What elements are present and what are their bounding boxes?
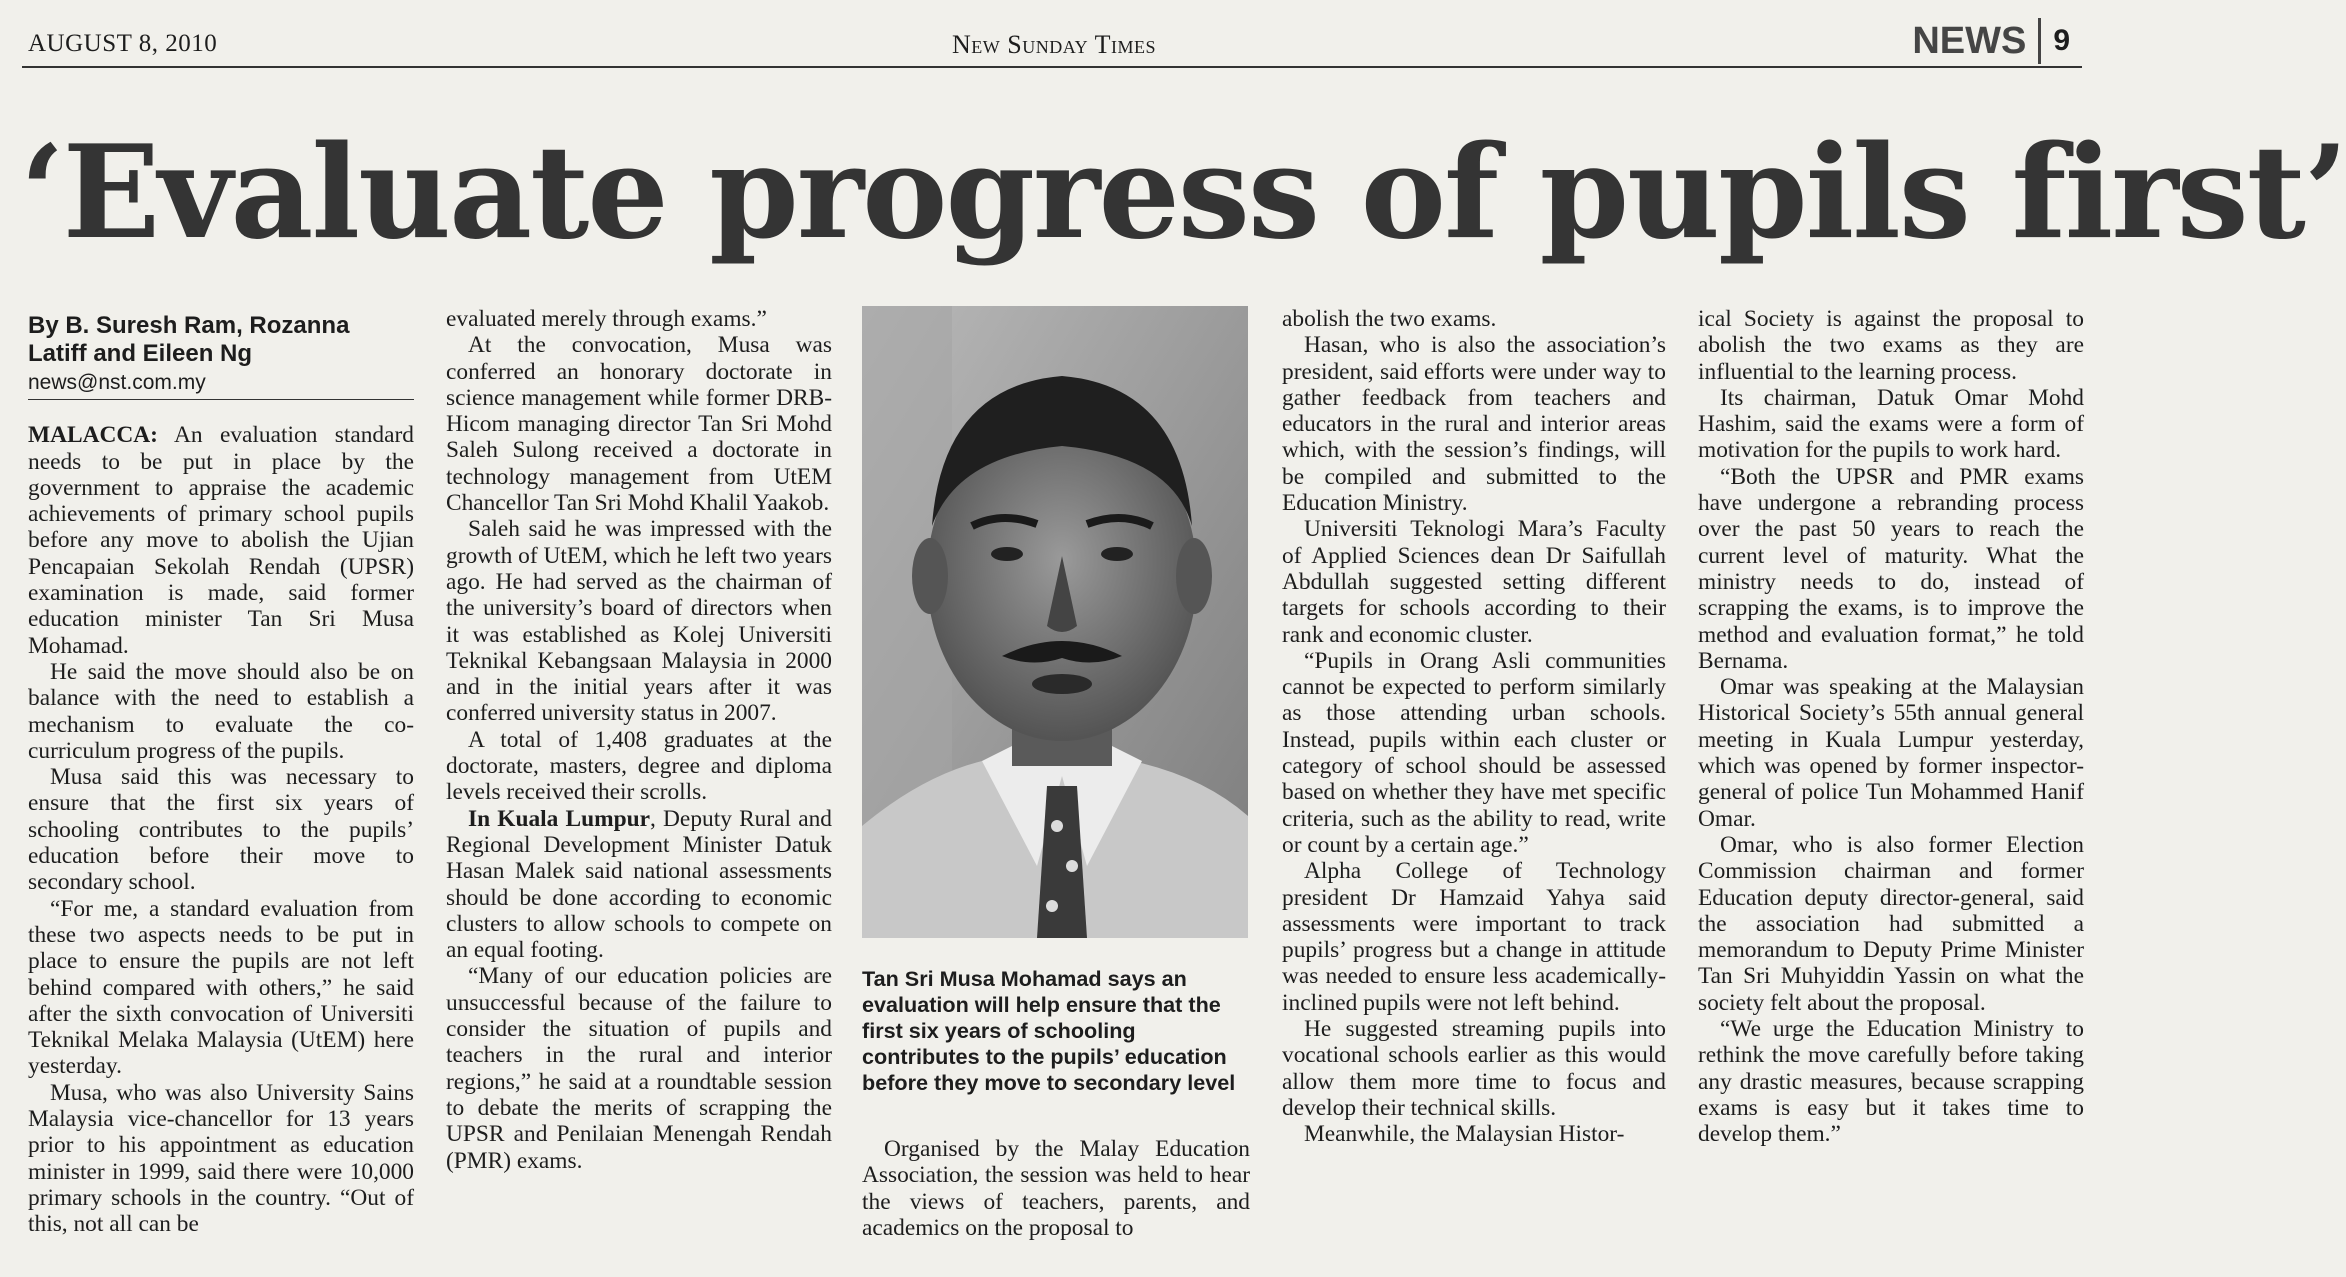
page-number: 9 bbox=[2053, 24, 2070, 57]
paragraph-text: Universiti Teknologi Mara’s Faculty of Applied Sciences dean Dr Saifullah Abdullah suggested setting different targets for schools according to their rank and economic cluster. bbox=[1282, 516, 1666, 648]
paragraph-text: Musa said this was necessary to ensure that the first six years of schooling contributes to the pupils’ education before their move to secondary school. bbox=[28, 764, 414, 896]
article-column-5 bbox=[1698, 306, 2084, 1148]
newspaper-name: New Sunday Times bbox=[952, 30, 1156, 59]
article-paragraph bbox=[1282, 1121, 1666, 1147]
paragraph-text: He suggested streaming pupils into vocational schools earlier as this would allow them more time to focus and develop their technical skills. bbox=[1282, 1016, 1666, 1121]
paragraph-text: Its chairman, Datuk Omar Mohd Hashim, said the exams were a form of motivation for the pupils to work hard. bbox=[1698, 384, 2084, 464]
section-tag bbox=[1900, 18, 2082, 64]
paragraph-text: abolish the two exams. bbox=[1282, 306, 1497, 332]
article-paragraph bbox=[446, 806, 832, 964]
article-paragraph bbox=[1282, 332, 1666, 516]
paragraph-text: At the convocation, Musa was conferred an honorary doctorate in science management while former DRB-Hicom managing director Tan Sri Mohd Saleh Sulong received a doctorate in technology management from UtEM Chancellor Tan Sri Mohd Khalil Yaakob. bbox=[446, 332, 832, 517]
article-paragraph bbox=[28, 764, 414, 895]
portrait-illustration bbox=[862, 306, 1248, 938]
paragraph-text: , Deputy Rural and Regional Development Minister Datuk Hasan Malek said national assessments should be done according to economic clusters to allow schools to compete on an equal footing. bbox=[446, 805, 832, 964]
paragraph-text: “Many of our education policies are unsuccessful because of the failure to consider the situation of pupils and teachers in the rural and interior regions,” he said at a roundtable session to debate the merits of scrapping the UPSR and Penilaian Menengah Rendah (PMR) exams. bbox=[446, 963, 832, 1174]
paragraph-lead: In Kuala Lumpur bbox=[468, 805, 651, 832]
paragraph-text: Saleh said he was impressed with the growth of UtEM, which he left two years ago. He had served as the chairman of the university’s board of directors when it was established as Kolej Universiti Teknikal Kebangsaan Malaysia in 2000 and in the initial years after it was conferred university status in 2007. bbox=[446, 516, 832, 727]
paragraph-text: ical Society is against the proposal to abolish the two exams as they are influential to the learning process. bbox=[1698, 306, 2084, 385]
article-paragraph bbox=[1282, 306, 1666, 332]
article-paragraph bbox=[1282, 648, 1666, 858]
article-paragraph bbox=[1698, 1016, 2084, 1147]
article-paragraph bbox=[1698, 306, 2084, 385]
article-column-4 bbox=[1282, 306, 1666, 1148]
masthead bbox=[22, 18, 2082, 68]
article-column-1 bbox=[28, 306, 414, 1238]
article-paragraph bbox=[1282, 858, 1666, 1016]
article-paragraph bbox=[1698, 385, 2084, 464]
article-paragraph bbox=[1698, 832, 2084, 1016]
paragraph-text: Musa, who was also University Sains Malaysia vice-chancellor for 13 years prior to his appointment as education minister in 1999, said there were 10,000 primary schools in the country. “Out of this, not all can be bbox=[28, 1079, 414, 1238]
article-paragraph bbox=[28, 422, 414, 659]
article-paragraph bbox=[446, 332, 832, 516]
article-paragraph bbox=[1282, 516, 1666, 647]
paragraph-text: “We urge the Education Ministry to rethink the move carefully before taking any drastic measures, because scrapping exams is easy but it takes time to develop them.” bbox=[1698, 1016, 2084, 1148]
paragraph-text: Omar, who is also former Election Commission chairman and former Education deputy director-general, said the association had submitted a memorandum to Deputy Prime Minister Tan Sri Muhyiddin Yassin on what the society felt about the proposal. bbox=[1698, 831, 2084, 1016]
article-paragraph bbox=[1282, 1016, 1666, 1121]
article-paragraph bbox=[1698, 674, 2084, 832]
paragraph-text: An evaluation standard needs to be put in place by the government to appraise the academic achievements of primary school pupils before any move to abolish the Ujian Pencapaian Sekolah Rendah (UPSR) examination is made, said former education minister Tan Sri Musa Mohamad. bbox=[28, 422, 414, 659]
paragraph-text: Hasan, who is also the association’s president, said efforts were under way to gather feedback from teachers and educators in the rural and interior areas which, with the session’s findings, will be compiled and submitted to the Education Ministry. bbox=[1282, 332, 1666, 517]
portrait-photo bbox=[862, 306, 1248, 938]
paragraph-lead: MALACCA: bbox=[28, 422, 158, 449]
article-paragraph bbox=[862, 1136, 1250, 1241]
byline: By B. Suresh Ram, Rozanna Latiff and Eileen Ng bbox=[28, 312, 350, 367]
article-paragraph bbox=[446, 306, 832, 332]
paragraph-text: evaluated merely through exams.” bbox=[446, 306, 767, 332]
paragraph-text: “For me, a standard evaluation from these two aspects needs to be put in place to ensure the pupils are not left behind compared with others,” he said after the sixth convocation of Universiti Teknikal Melaka Malaysia (UtEM) here yesterday. bbox=[28, 895, 414, 1080]
photo-column bbox=[862, 306, 1250, 1241]
article-paragraph bbox=[28, 659, 414, 764]
article-paragraph bbox=[28, 1080, 414, 1238]
article-paragraph bbox=[446, 963, 832, 1173]
issue-date: AUGUST 8, 2010 bbox=[28, 30, 218, 57]
article-paragraph bbox=[1698, 464, 2084, 674]
paragraph-text: He said the move should also be on balance with the need to establish a mechanism to evaluate the co-curriculum progress of the pupils. bbox=[28, 658, 414, 764]
article-paragraph bbox=[446, 727, 832, 806]
article-paragraph bbox=[446, 516, 832, 726]
paragraph-text: “Pupils in Orang Asli communities cannot be expected to perform similarly as those attending urban schools. Instead, pupils within each cluster or category of school should be assessed based on whether they have met specific criteria, such as the ability to read, write or count by a certain age.” bbox=[1282, 647, 1666, 858]
paragraph-text: A total of 1,408 graduates at the doctorate, masters, degree and diploma levels received their scrolls. bbox=[446, 726, 832, 806]
headline: ‘Evaluate progress of pupils first’ bbox=[20, 118, 2346, 268]
paragraph-text: Alpha College of Technology president Dr Hamzaid Yahya said assessments were important to track pupils’ progress but a change in attitude was needed to ensure less academically-inclined pupils were not left behind. bbox=[1282, 858, 1666, 1016]
article-paragraph bbox=[28, 896, 414, 1080]
paragraph-text: “Both the UPSR and PMR exams have undergone a rebranding process over the past 50 years to reach the current level of maturity. What the ministry needs to do, instead of scrapping the exams, is to improve the method and evaluation format,” he told Bernama. bbox=[1698, 463, 2084, 674]
photo-caption: Tan Sri Musa Mohamad says an evaluation will help ensure that the first six years of schooling contributes to the pupils’ education before they move to secondary level bbox=[862, 966, 1236, 1095]
section-name: NEWS bbox=[1900, 18, 2041, 64]
paragraph-text: Meanwhile, the Malaysian Histor- bbox=[1304, 1121, 1625, 1148]
byline-email: news@nst.com.my bbox=[28, 370, 414, 400]
article-column-2 bbox=[446, 306, 832, 1174]
paragraph-text: Organised by the Malay Education Association, the session was held to hear the views of teachers, parents, and academics on the proposal to bbox=[862, 1136, 1250, 1241]
paragraph-text: Omar was speaking at the Malaysian Historical Society’s 55th annual general meeting in Kuala Lumpur yesterday, which was opened by former inspector-general of police Tun Mohammed Hanif Omar. bbox=[1698, 674, 2084, 832]
